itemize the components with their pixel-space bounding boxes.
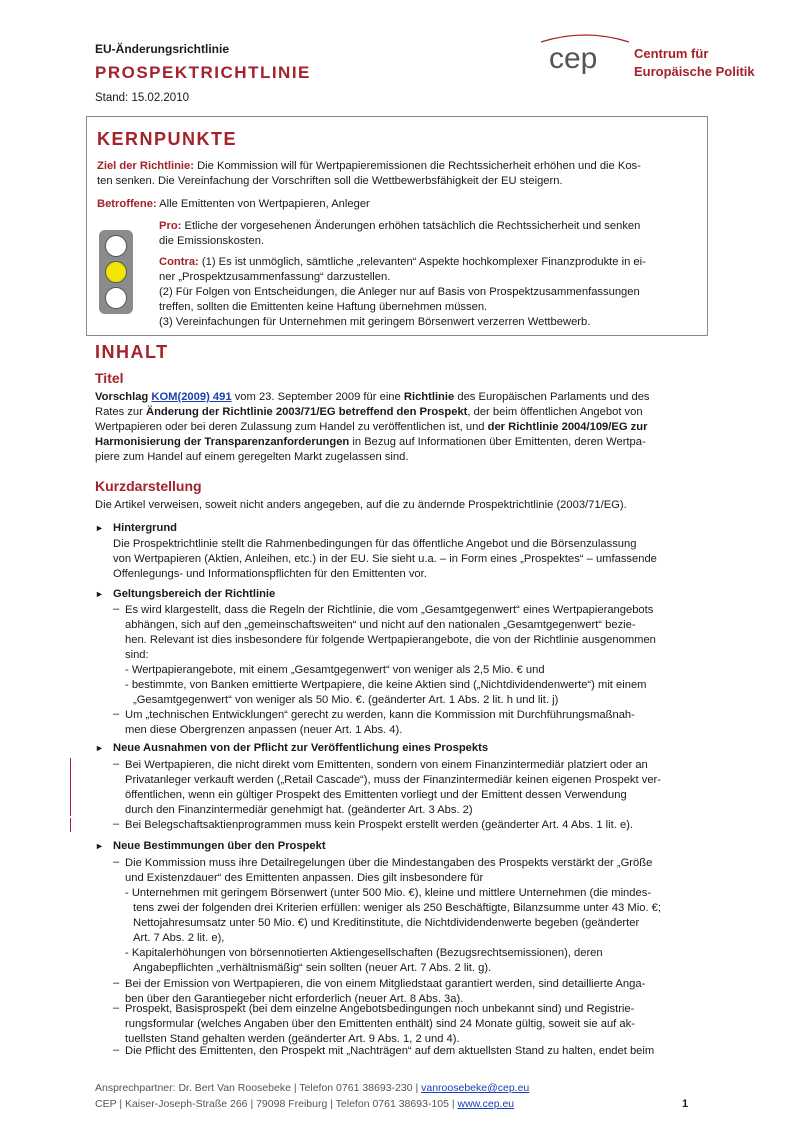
bestimmungen-item-2: Bei der Emission von Wertpapieren, die von einem Mitgliedstaat garantiert werden, sind detaillierte Anga- ben über den Garantiegeber nicht erforderlich (neuer Art. 8 Abs. 3a).: [125, 978, 646, 1005]
email-link[interactable]: vanroosebeke@cep.eu: [421, 1082, 530, 1094]
dash-icon: –: [113, 603, 120, 615]
contra-paragraph: Contra: (1) Es ist unmöglich, sämtliche „relevanten“ Aspekte hochkomplexer Finanzprodukte in ei- ner „Prospektzusammenfassung“ darzustellen. (2) Für Folgen von Entscheidungen, die Anleger nur auf Basis von Prospektzusammenfassungen treffen, sollten die Emittenten keine Haftung übernehmen müssen. (3) Vereinfachungen für Unternehmen mit geringem Börsenwert verzerren Wettbewerb.: [159, 256, 646, 328]
cep-logo: [535, 30, 635, 80]
geltungsbereich-item-1: Es wird klargestellt, dass die Regeln der Richtlinie, die vom „Gesamtgegenwert“ eines Wertpapierangebots abhängen, sich auf den „gemeinschaftsweiten“ und nicht auf den nationalen „Gesamtgegenwert“ bezie- hen. Relevant ist dies insbesondere für folgende Wertpapierangebote, die von der Richtlinie ausgenommen sind: - Wertpapierangebote, mit einem „Gesamtgegenwert“ von weniger als 2,5 Mio. € und - bestimmte, von Banken emittierte Wertpapiere, die keine Aktien sind („Nichtdividendenwerte“) mit einem „Gesamtgegenwert“ von weniger als 50 Mio. €. (geänderter Art. 1 Abs. 2 lit. h und lit. j): [125, 604, 656, 706]
triangle-bullet-icon: ►: [95, 841, 104, 851]
geltungsbereich-item-2: Um „technischen Entwicklungen“ gerecht zu werden, kann die Kommission mit Durchführungsmaßnah- men diese Obergrenzen anpassen (neuer Art. 1 Abs. 4).: [125, 709, 635, 736]
document-subtitle: EU-Änderungsrichtlinie: [95, 42, 230, 56]
kernpunkte-box: [86, 116, 708, 336]
bestimmungen-heading: ► Neue Bestimmungen über den Prospekt: [95, 840, 326, 852]
dash-icon: –: [113, 856, 120, 868]
bestimmungen-item-4: Die Pflicht des Emittenten, den Prospekt mit „Nachträgen“ auf dem aktuellsten Stand zu halten, endet beim: [125, 1045, 655, 1057]
traffic-light-icon: [99, 230, 133, 314]
website-link[interactable]: www.cep.eu: [457, 1098, 515, 1110]
hintergrund-paragraph: Die Prospektrichtlinie stellt die Rahmenbedingungen für das öffentliche Angebot und die Börsenzulassung von Wertpapieren (Aktien, Anleihen, etc.) in der EU. Sie sieht u.a. – in Form eines „Prospektes“ – umfassende Offenlegungs- und Informationspflichten für den Emittenten vor.: [113, 538, 657, 580]
kurzdarstellung-heading: Kurzdarstellung: [95, 478, 202, 494]
dash-icon: –: [113, 758, 120, 770]
kom-link[interactable]: KOM(2009) 491: [151, 391, 232, 403]
dash-icon: –: [113, 1044, 120, 1056]
ausnahmen-item-1: Bei Wertpapieren, die nicht direkt vom Emittenten, sondern von einem Finanzintermediär platziert oder an Privatanleger verkauft werden („Retail Cascade“), muss der Finanzintermediär keinen eigenen Prospekt ver- öffentlichen, wenn ein gültiger Prospekt des Emittenten vorliegt und der Emittent dessen Verwendung durch den Finanzintermediär genehmigt hat. (geänderter Art. 3 Abs. 2): [125, 759, 662, 816]
organization-name: Centrum für Europäische Politik: [634, 46, 755, 79]
document-date: Stand: 15.02.2010: [95, 92, 189, 104]
kernpunkte-title: KERNPUNKTE: [97, 129, 238, 149]
traffic-light-top-lamp: [105, 235, 127, 257]
logo-text: cep: [549, 42, 598, 75]
page-number: 1: [682, 1098, 689, 1110]
kurzdarstellung-intro: Die Artikel verweisen, soweit nicht anders angegeben, auf die zu ändernde Prospektrichtlinie (2003/71/EG).: [95, 499, 627, 511]
titel-paragraph: Vorschlag KOM(2009) 491 vom 23. September 2009 für eine Richtlinie des Europäischen Parlaments und des Rates zur Änderung der Richtlinie 2003/71/EG betreffend den Prospekt, der beim öffentlichen Angebot von Wertpapieren oder bei deren Zulassung zum Handel zu veröffentlichen ist, und der Richtlinie 2004/109/EG zur Harmonisierung der Transparenzanforderungen in Bezug auf Informationen über Emittenten, deren Wertpa- piere zum Handel auf einem geregelten Markt zugelassen sind.: [95, 391, 650, 463]
titel-heading: Titel: [95, 370, 124, 386]
pro-paragraph: Pro: Etliche der vorgesehenen Änderungen erhöhen tatsächlich die Rechtssicherheit und senken die Emissionskosten.: [159, 220, 641, 247]
geltungsbereich-heading: ► Geltungsbereich der Richtlinie: [95, 588, 276, 600]
bestimmungen-item-3: Prospekt, Basisprospekt (bei dem einzelne Angebotsbedingungen noch unbekannt sind) und Registrie- rungsformular (welches Angaben über den Emittenten enthält) sind 24 Monate gültig, soweit sie auf ak- tuellsten Stand gehalten werden (geänderter Art. 9 Abs. 1, 2 und 4).: [125, 1003, 635, 1045]
betroffene-paragraph: Betroffene: Alle Emittenten von Wertpapieren, Anleger: [97, 198, 370, 210]
change-marker-bar: [70, 818, 71, 832]
change-marker-bar: [70, 758, 71, 816]
footer-address-line: CEP | Kaiser-Joseph-Straße 266 | 79098 Freiburg | Telefon 0761 38693-105 | www.cep.eu: [95, 1098, 515, 1110]
footer-contact-line: Ansprechpartner: Dr. Bert Van Roosebeke | Telefon 0761 38693-230 | vanroosebeke@cep.eu: [95, 1082, 530, 1094]
ausnahmen-item-2: Bei Belegschaftsaktienprogrammen muss kein Prospekt erstellt werden (geänderter Art. 4 Abs. 1 lit. e).: [125, 819, 634, 831]
ziel-paragraph: Ziel der Richtlinie: Die Kommission will für Wertpapieremissionen die Rechtssicherheit erhöhen und die Kos- ten senken. Die Vereinfachung der Vorschriften soll die Wettbewerbsfähigkeit der EU steigern.: [97, 160, 641, 187]
dash-icon: –: [113, 818, 120, 830]
dash-icon: –: [113, 1002, 120, 1014]
traffic-light-middle-lamp: [105, 261, 127, 283]
inhalt-title: INHALT: [95, 342, 169, 362]
triangle-bullet-icon: ►: [95, 743, 104, 753]
hintergrund-heading: ► Hintergrund: [95, 522, 178, 534]
document-title: PROSPEKTRICHTLINIE: [95, 63, 311, 82]
triangle-bullet-icon: ►: [95, 523, 104, 533]
ausnahmen-heading: ► Neue Ausnahmen von der Pflicht zur Veröffentlichung eines Prospekts: [95, 742, 489, 754]
bestimmungen-item-1: Die Kommission muss ihre Detailregelungen über die Mindestangaben des Prospekts verstärkt der „Größe und Existenzdauer“ des Emittenten anpassen. Dies gilt insbesondere für - Unternehmen mit geringem Börsenwert (unter 500 Mio. €), kleine und mittlere Unternehmen (die mindes- tens zwei der folgenden drei Kriterien erfüllen: weniger als 250 Beschäftigte, Bilanzsumme unter 43 Mio. €; Nettojahresumsatz unter 50 Mio. €) und Kreditinstitute, die Nichtdividendenwerte begeben (geänderter Art. 7 Abs. 2 lit. e), - Kapitalerhöhungen von börsennotierten Aktiengesellschaften (Bezugsrechtsemissionen), deren Angabepflichten „verhältnismäßig“ sein sollten (neuer Art. 7 Abs. 2 lit. g).: [125, 857, 661, 974]
dash-icon: –: [113, 708, 120, 720]
dash-icon: –: [113, 977, 120, 989]
triangle-bullet-icon: ►: [95, 589, 104, 599]
traffic-light-bottom-lamp: [105, 287, 127, 309]
